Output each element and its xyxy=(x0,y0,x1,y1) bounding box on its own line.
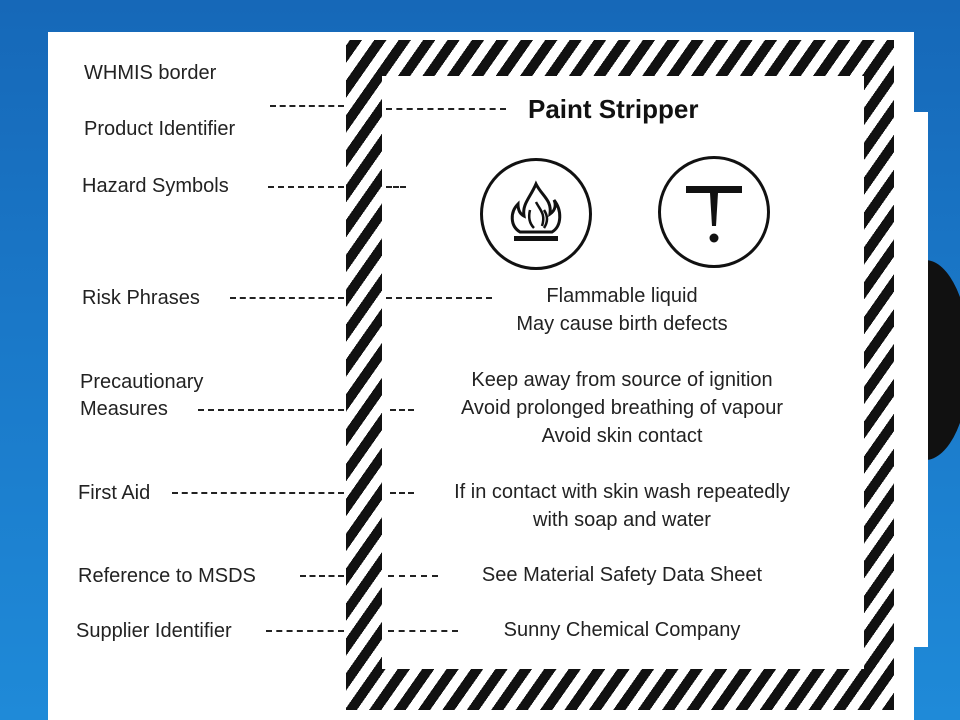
supplier-identifier: Sunny Chemical Company xyxy=(503,619,741,641)
leader-line xyxy=(268,186,344,188)
first-aid-line: If in contact with skin wash repeatedly xyxy=(454,481,790,503)
flame-icon xyxy=(480,158,592,270)
leader-line xyxy=(270,105,344,107)
callout-precautionary: Precautionary xyxy=(80,371,204,393)
leader-line xyxy=(266,630,344,632)
leader-line xyxy=(386,186,406,188)
panel-edge xyxy=(914,112,928,647)
precaution: Avoid skin contact xyxy=(541,425,703,447)
precaution: Avoid prolonged breathing of vapour xyxy=(460,397,784,419)
callout-whmis-border: WHMIS border xyxy=(84,62,217,84)
toxic-t-icon xyxy=(658,156,770,268)
leader-line xyxy=(300,575,344,577)
callout-supplier-identifier: Supplier Identifier xyxy=(76,620,232,642)
leader-line xyxy=(230,297,344,299)
first-aid xyxy=(392,478,852,534)
precaution: Keep away from source of ignition xyxy=(471,369,773,391)
first-aid-line: with soap and water xyxy=(533,509,711,531)
leader-line xyxy=(198,409,344,411)
callout-first-aid: First Aid xyxy=(78,482,151,504)
msds-reference: See Material Safety Data Sheet xyxy=(481,564,763,586)
callout-measures: Measures xyxy=(80,398,168,420)
risk-phrases xyxy=(392,282,852,338)
callout-hazard-symbols: Hazard Symbols xyxy=(82,175,229,197)
callout-reference-msds: Reference to MSDS xyxy=(78,565,256,587)
product-name: Paint Stripper xyxy=(528,94,699,124)
risk-phrase: Flammable liquid xyxy=(546,285,698,307)
callout-risk-phrases: Risk Phrases xyxy=(82,287,200,309)
leader-line xyxy=(172,492,344,494)
precautionary-measures xyxy=(392,366,852,450)
risk-phrase: May cause birth defects xyxy=(516,313,728,335)
callout-product-identifier: Product Identifier xyxy=(84,118,236,140)
leader-line xyxy=(386,108,506,110)
